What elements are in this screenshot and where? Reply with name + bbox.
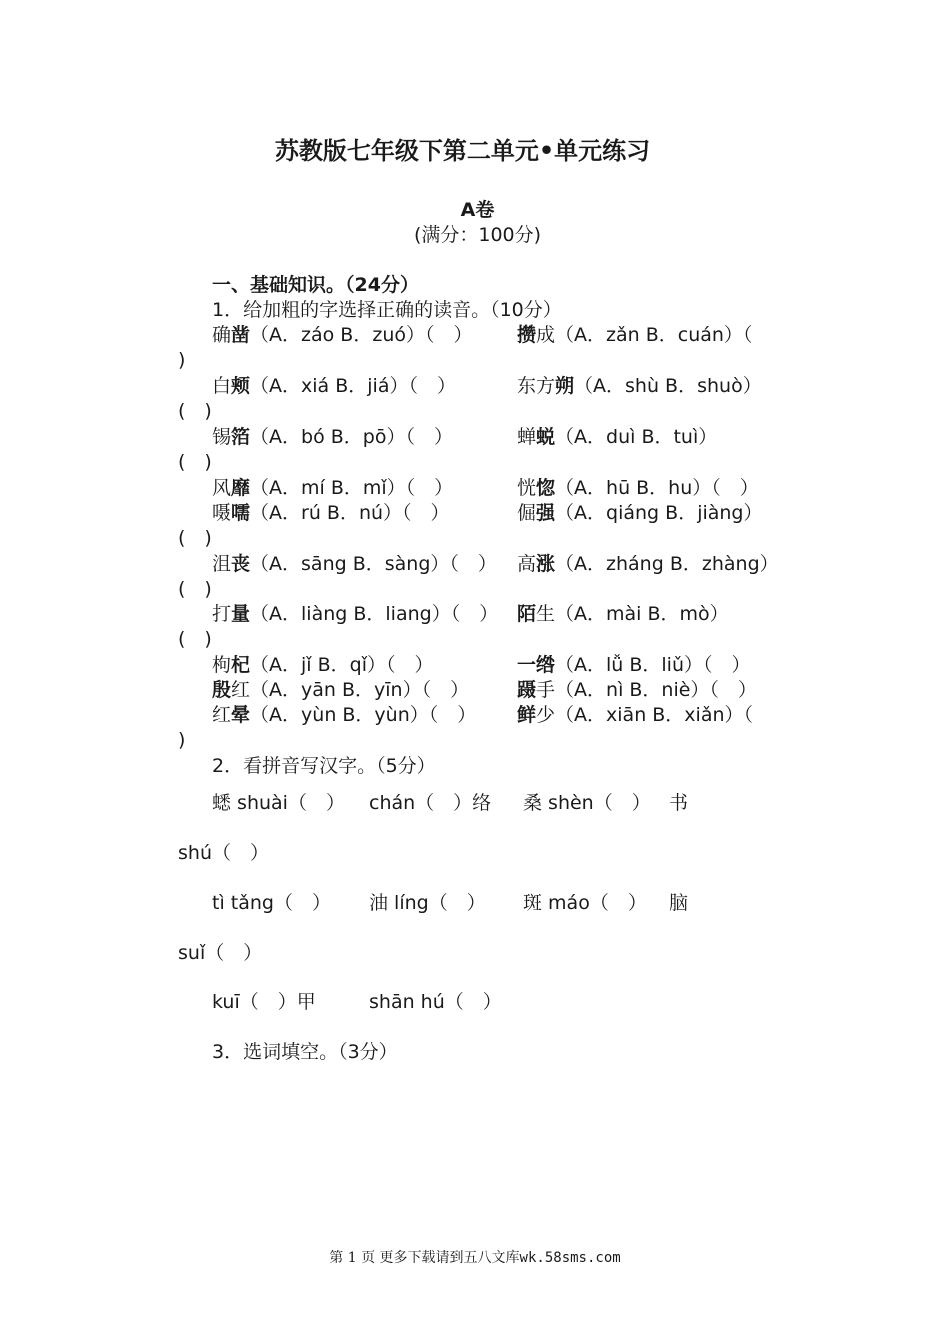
bold-character: 嚅 [231,502,251,524]
item-prefix: 红 [212,704,232,726]
reading-choice-item [212,552,497,577]
reading-choice-item [212,476,453,501]
reading-choice-item [212,678,469,703]
item-prefix: 确 [212,324,232,346]
footer-text: 更多下载请到五八文库 [379,1250,520,1266]
reading-options: （A．lǚ B．liǔ）（ ） [555,654,751,676]
answer-bracket-wrap: ( ) [178,527,212,549]
answer-bracket-wrap: ( ) [178,400,212,422]
reading-options: （A．bó B．pō）（ ） [250,426,453,448]
item-prefix: 倔 [517,502,537,524]
item-suffix: 少 [536,704,556,726]
bold-character: 惚 [536,477,556,499]
reading-options: （A．shù B．shuò） [574,375,762,397]
reading-options: （A．liàng B．liang）（ ） [250,603,499,625]
pinyin-item: kuī（ ）甲 [212,991,316,1013]
pinyin-item: 斑 máo（ ） [523,892,647,914]
answer-bracket-wrap: ( ) [178,628,212,650]
answer-bracket-wrap: ( ) [178,578,212,600]
pinyin-item: 蟋 shuài（ ） [212,792,345,814]
bold-character: 靡 [231,477,251,499]
reading-options: （A．jǐ B．qǐ）（ ） [250,654,434,676]
bold-character: 蹑 [517,679,537,701]
reading-options: （A．xiān B．xiǎn）（ [555,704,754,726]
reading-options: （A．yān B．yīn）（ ） [250,679,470,701]
reading-options: （A．záo B．zuó）（ ） [250,324,473,346]
answer-bracket-wrap: ) [178,349,186,371]
item-prefix: 枸 [212,654,232,676]
bold-character: 颊 [231,375,251,397]
question-3-prompt: 3．选词填空。（3分） [212,1041,398,1063]
reading-options: （A．hū B．hu）（ ） [555,477,759,499]
reading-choice-item [212,425,453,450]
bold-character: 凿 [231,324,251,346]
item-prefix: 沮 [212,553,232,575]
item-prefix: 风 [212,477,232,499]
pinyin-item: 书 [669,792,689,814]
reading-options: （A．zǎn B．cuán）（ [555,324,753,346]
pinyin-item: 脑 [669,892,689,914]
item-prefix: 白 [212,375,232,397]
item-prefix: 打 [212,603,232,625]
reading-choice-item [517,552,779,577]
paper-label: A卷 [460,199,495,221]
reading-options: （A．mí B．mǐ）（ ） [250,477,454,499]
bold-character: 鲜 [517,704,537,726]
footer-site: wk.58sms.com [519,1250,621,1266]
bold-character: 涨 [536,553,556,575]
reading-options: （A．xiá B．jiá）（ ） [250,375,456,397]
reading-options: （A．sāng B．sàng）（ ） [250,553,497,575]
pinyin-item: shān hú（ ） [369,991,502,1013]
bold-character: 箔 [231,426,251,448]
reading-choice-item [212,602,498,627]
reading-choice-item [212,653,434,678]
item-prefix: 东方 [517,375,556,397]
pinyin-item: 油 líng（ ） [369,892,486,914]
pinyin-item: chán（ ）络 [369,792,492,814]
bold-character: 陌 [517,603,537,625]
reading-choice-item [517,323,752,348]
full-marks: (满分：100分) [413,224,542,246]
bold-character: 晕 [231,704,251,726]
item-prefix: 高 [517,553,537,575]
reading-options: （A．nì B．niè）（ ） [555,679,757,701]
reading-choice-item [517,602,729,627]
reading-choice-item [517,374,762,399]
bold-character: 强 [536,502,556,524]
reading-options: （A．mài B．mò） [555,603,729,625]
reading-options: （A．zháng B．zhàng） [555,553,779,575]
reading-choice-item [517,653,751,678]
question-2-prompt: 2．看拼音写汉字。（5分） [212,755,436,777]
reading-choice-item [212,374,456,399]
section-heading: 一、基础知识。（24分） [212,274,419,296]
reading-choice-item [212,501,450,526]
answer-bracket-wrap: ( ) [178,451,212,473]
item-prefix: 嗫 [212,502,232,524]
reading-choice-item [517,678,757,703]
pinyin-item: shú（ ） [178,842,269,864]
reading-choice-item [517,476,759,501]
page-footer [0,1248,950,1268]
bold-character: 朔 [555,375,575,397]
pinyin-item: suǐ（ ） [178,942,263,964]
reading-options: （A．qiáng B．jiàng） [555,502,763,524]
page-title: 苏教版七年级下第二单元•单元练习 [274,136,651,165]
reading-options: （A．rú B．nú）（ ） [250,502,450,524]
bold-character: 殷 [212,679,232,701]
reading-options: （A．duì B．tuì） [555,426,718,448]
reading-choice-item [212,323,472,348]
reading-choice-item [517,703,753,728]
answer-bracket-wrap: ) [178,729,186,751]
item-suffix: 生 [536,603,556,625]
item-suffix: 红 [231,679,251,701]
bold-character: 攒 [517,324,537,346]
item-prefix: 蝉 [517,426,537,448]
reading-options: （A．yùn B．yùn）（ ） [250,704,477,726]
reading-choice-item [517,425,717,450]
item-suffix: 成 [536,324,556,346]
bold-character: 量 [231,603,251,625]
item-suffix: 手 [536,679,556,701]
bold-character: 蜕 [536,426,556,448]
pinyin-item: tì tǎng（ ） [212,892,331,914]
footer-page: 第 1 页 [329,1250,376,1266]
bold-character: 一绺 [517,654,556,676]
item-prefix: 锡 [212,426,232,448]
pinyin-item: 桑 shèn（ ） [523,792,651,814]
item-prefix: 恍 [517,477,537,499]
question-1-prompt: 1．给加粗的字选择正确的读音。（10分） [212,299,562,321]
bold-character: 杞 [231,654,251,676]
reading-choice-item [517,501,763,526]
bold-character: 丧 [231,553,251,575]
reading-choice-item [212,703,476,728]
